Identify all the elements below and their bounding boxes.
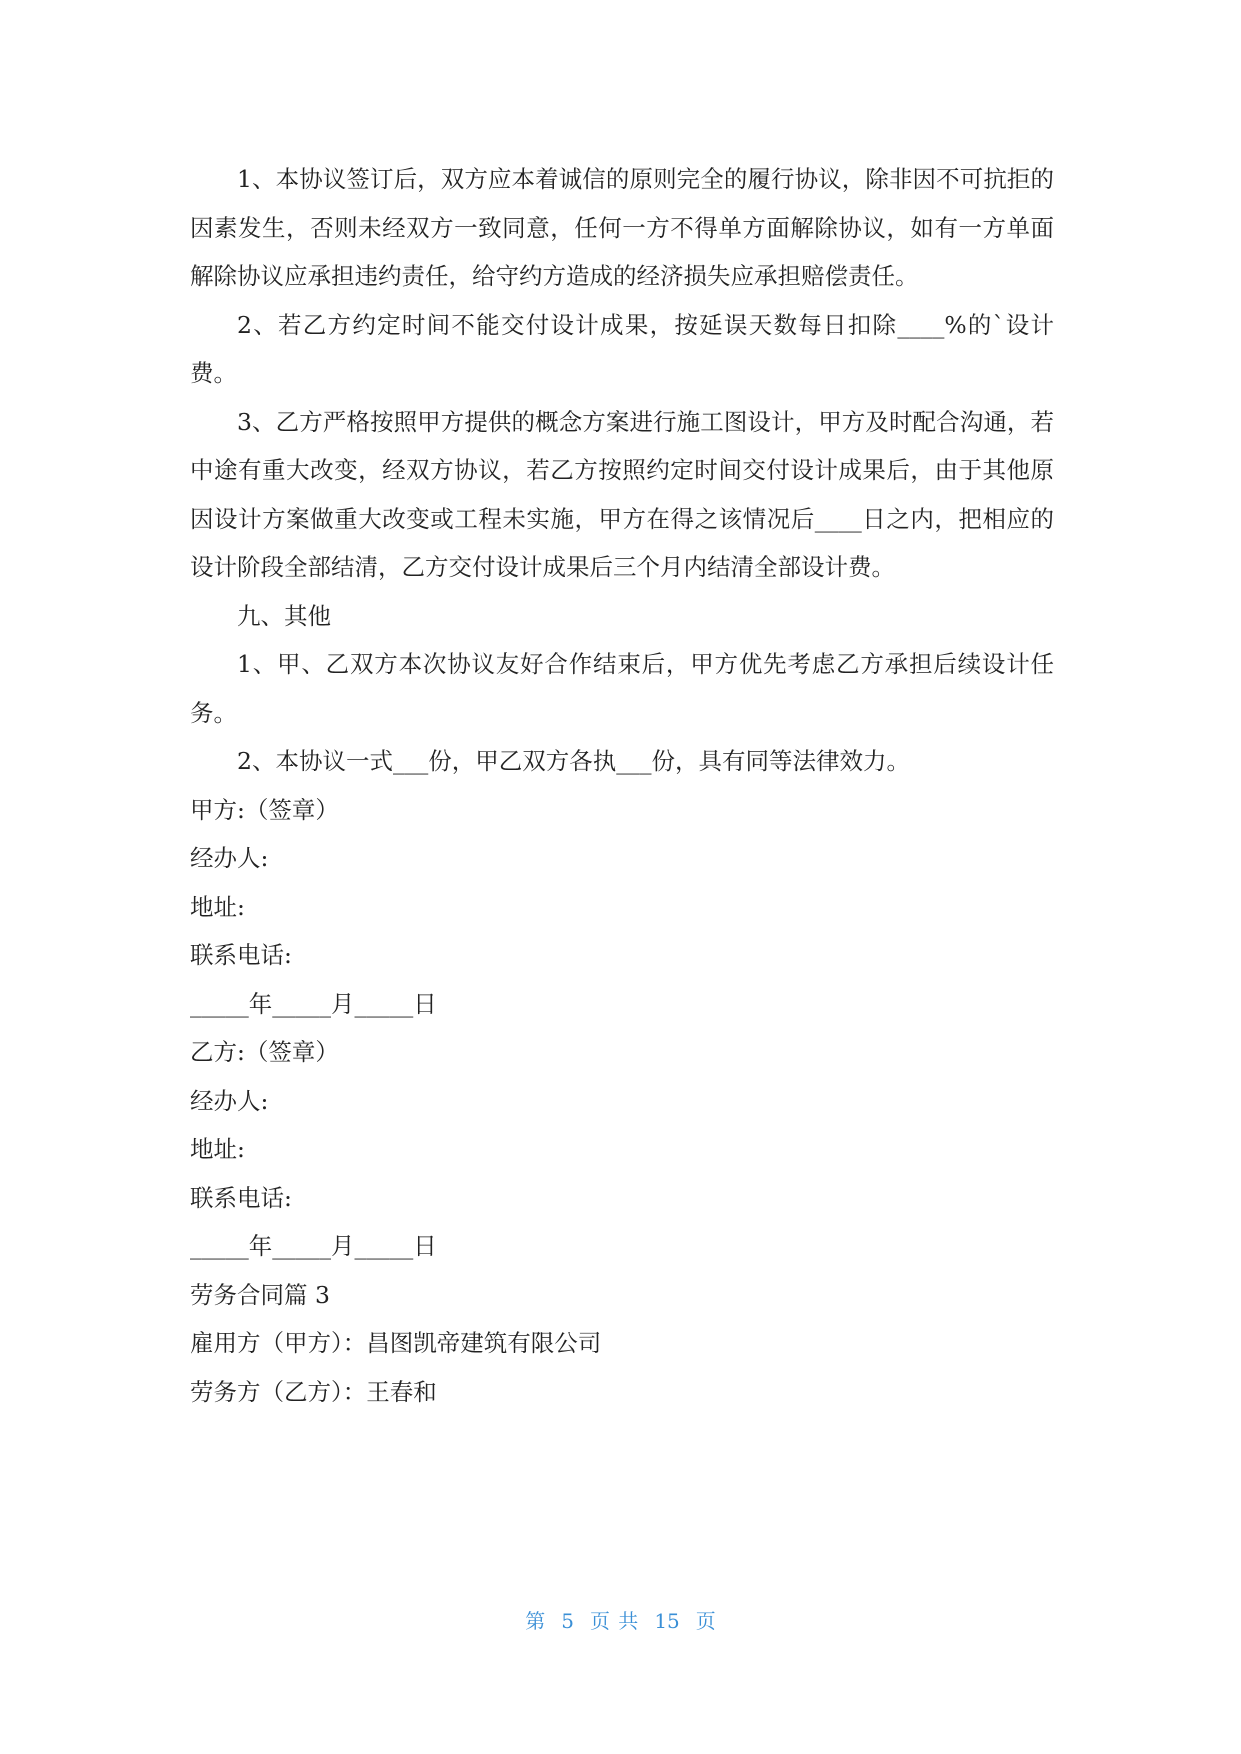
party-b-agent: 经办人:	[190, 1086, 269, 1115]
employer-line: 雇用方（甲方）：昌图凯帝建筑有限公司	[190, 1329, 602, 1357]
party-b-phone: 联系电话:	[190, 1183, 292, 1212]
party-a-title: 甲方:（签章）	[190, 795, 339, 824]
footer-prefix: 第	[525, 1609, 546, 1633]
party-b-date: _____年_____月_____日	[190, 1232, 437, 1260]
party-a-agent: 经办人:	[190, 844, 269, 872]
party-a-date: _____年_____月_____日	[190, 989, 437, 1018]
contract-heading: 劳务合同篇 3	[190, 1280, 330, 1309]
worker-line: 劳务方（乙方）：王春和	[190, 1377, 437, 1406]
party-b-title: 乙方:（签章）	[190, 1038, 339, 1066]
clause-paragraph-1: 1、本协议签订后，双方应本着诚信的原则完全的履行协议，除非因不可抗拒的因素发生，否则未经双方一致同意，任何一方不得单方面解除协议，如有一方单面解除协议应承担违约责任，给守约方造成的经济损失应承担赔偿责任。	[190, 165, 1054, 290]
clause-paragraph-3: 3、乙方严格按照甲方提供的概念方案进行施工图设计，甲方及时配合沟通，若中途有重大改变，经双方协议，若乙方按照约定时间交付设计成果后，由于其他原因设计方案做重大改变或工程未实施，甲方在得之该情况后____日之内，把相应的设计阶段全部结清，乙方交付设计成果后三个月内结清全部设计费。	[190, 407, 1054, 581]
document-body	[190, 155, 1054, 1416]
clause-paragraph-4: 1、甲、乙双方本次协议友好合作结束后，甲方优先考虑乙方承担后续设计任务。	[190, 650, 1054, 727]
section-heading-other: 九、其他	[237, 601, 331, 630]
clause-paragraph-2: 2、若乙方约定时间不能交付设计成果，按延误天数每日扣除____%的`设计费。	[190, 310, 1054, 387]
footer-page-number: 5	[561, 1609, 574, 1633]
footer-middle: 页 共	[589, 1609, 639, 1633]
page-footer	[0, 1605, 1241, 1634]
clause-paragraph-5: 2、本协议一式___份，甲乙双方各执___份，具有同等法律效力。	[237, 747, 910, 775]
party-a-address: 地址:	[190, 892, 245, 921]
footer-total-pages: 15	[654, 1609, 680, 1633]
party-a-phone: 联系电话:	[190, 941, 292, 969]
footer-suffix: 页	[695, 1609, 716, 1633]
party-b-address: 地址:	[190, 1135, 245, 1163]
